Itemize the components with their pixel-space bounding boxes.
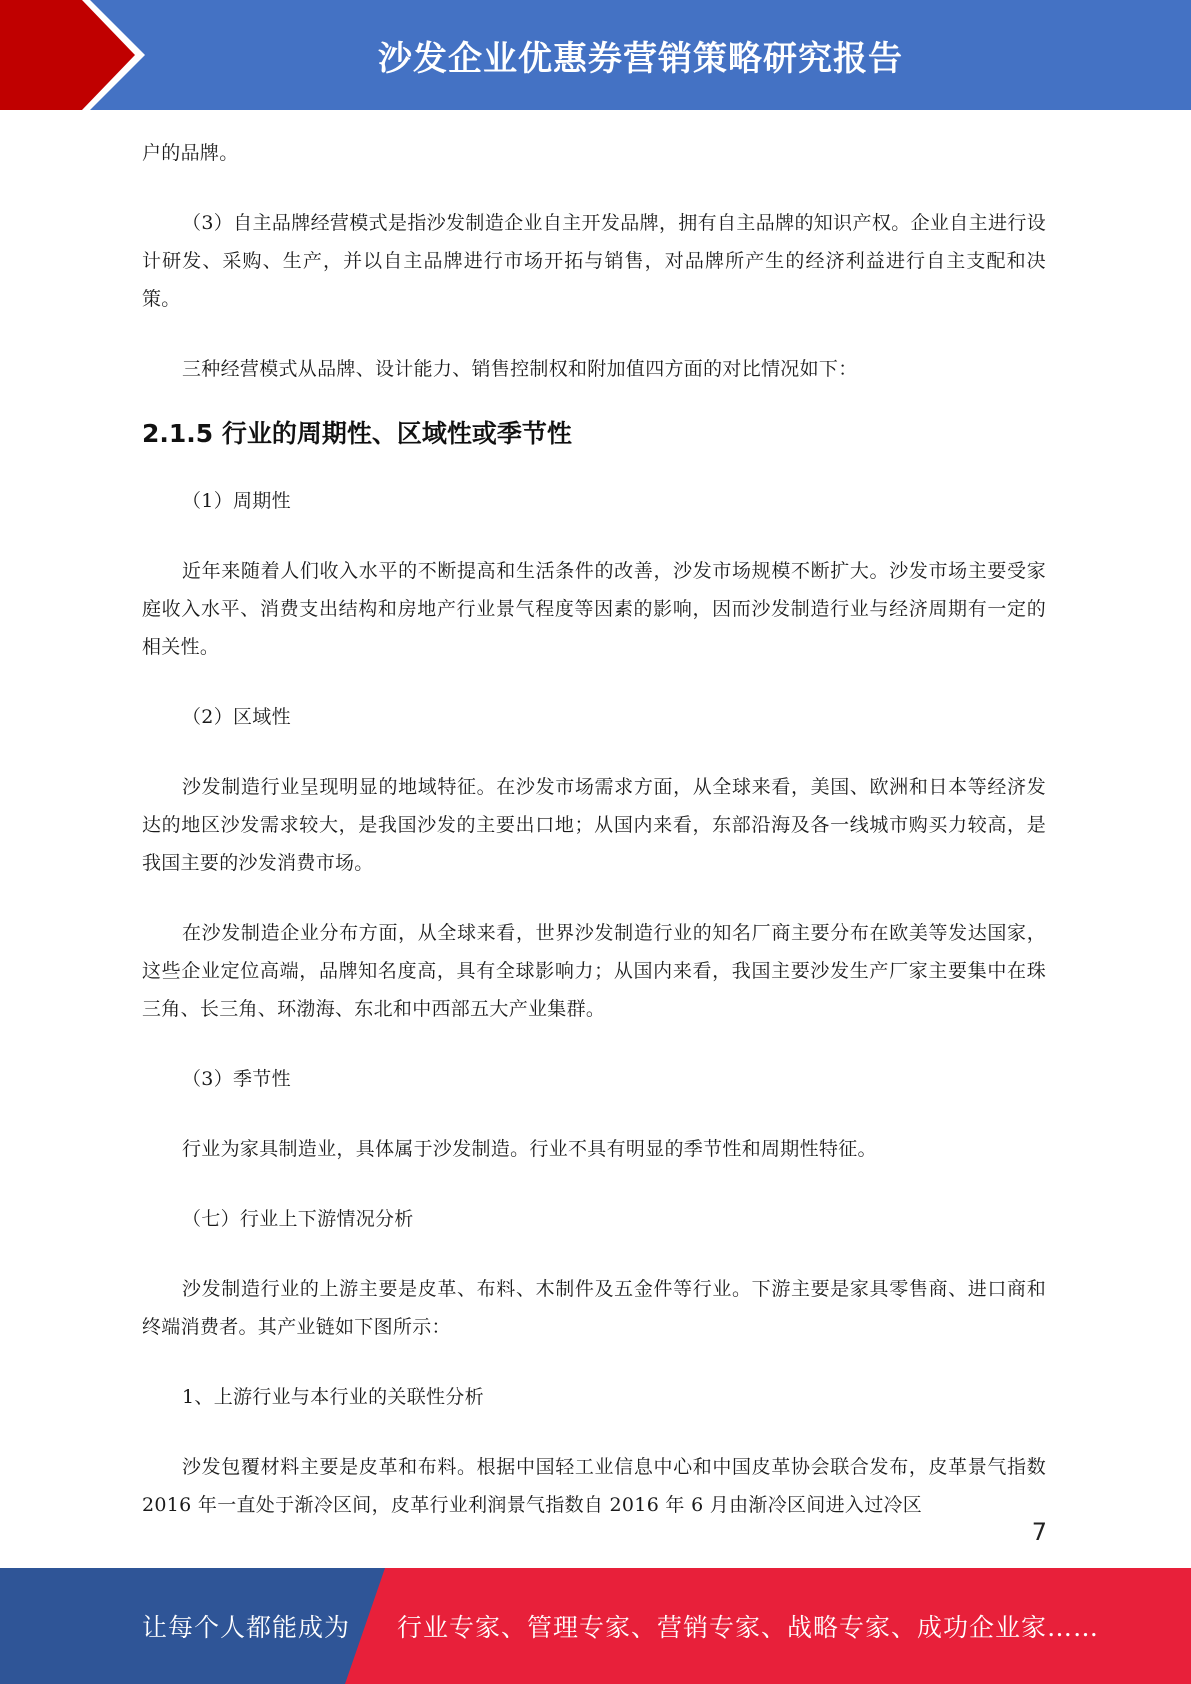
- paragraph: 沙发制造行业的上游主要是皮革、布料、木制件及五金件等行业。下游主要是家具零售商、进口商和终端消费者。其产业链如下图所示：: [142, 1278, 1046, 1338]
- footer-slogan-left: 让每个人都能成为: [142, 1613, 351, 1642]
- page-number: 7: [1031, 1518, 1047, 1546]
- subsection-label: （七）行业上下游情况分析: [182, 1208, 414, 1230]
- footer-banner: [0, 1568, 1191, 1684]
- paragraph: 行业为家具制造业，具体属于沙发制造。行业不具有明显的季节性和周期性特征。: [182, 1138, 877, 1160]
- header-banner: [0, 0, 1191, 110]
- paragraph: 户的品牌。: [142, 142, 239, 164]
- subsection-label: （1）周期性: [182, 490, 291, 512]
- red-chevron-decoration: [0, 0, 160, 110]
- document-body: [142, 134, 1046, 1524]
- paragraph: 在沙发制造企业分布方面，从全球来看，世界沙发制造行业的知名厂商主要分布在欧美等发达国家，这些企业定位高端，品牌知名度高，具有全球影响力；从国内来看，我国主要沙发生产厂家主要集中在珠三角、长三角、环渤海、东北和中西部五大产业集群。: [142, 922, 1046, 1020]
- report-title: 沙发企业优惠券营销策略研究报告: [378, 38, 903, 79]
- paragraph: （3）自主品牌经营模式是指沙发制造企业自主开发品牌，拥有自主品牌的知识产权。企业自主进行设计研发、采购、生产，并以自主品牌进行市场开拓与销售，对品牌所产生的经济利益进行自主支配和决策。: [142, 212, 1046, 310]
- paragraph: 三种经营模式从品牌、设计能力、销售控制权和附加值四方面的对比情况如下：: [182, 358, 858, 380]
- subsection-label: （3）季节性: [182, 1068, 291, 1090]
- subsection-label: （2）区域性: [182, 706, 291, 728]
- footer-slogan-right: 行业专家、管理专家、营销专家、战略专家、成功企业家……: [397, 1613, 1100, 1642]
- paragraph: 沙发制造行业呈现明显的地域特征。在沙发市场需求方面，从全球来看，美国、欧洲和日本等经济发达的地区沙发需求较大，是我国沙发的主要出口地；从国内来看，东部沿海及各一线城市购买力较高，是我国主要的沙发消费市场。: [142, 776, 1046, 874]
- section-heading: 2.1.5 行业的周期性、区域性或季节性: [142, 419, 572, 448]
- subsection-label: 1、上游行业与本行业的关联性分析: [182, 1386, 484, 1408]
- paragraph: 近年来随着人们收入水平的不断提高和生活条件的改善，沙发市场规模不断扩大。沙发市场主要受家庭收入水平、消费支出结构和房地产行业景气程度等因素的影响，因而沙发制造行业与经济周期有一定的相关性。: [142, 560, 1046, 658]
- paragraph: 沙发包覆材料主要是皮革和布料。根据中国轻工业信息中心和中国皮革协会联合发布，皮革景气指数 2016 年一直处于渐冷区间，皮革行业利润景气指数自 2016 年 6 月由渐冷区间进入过冷区: [142, 1456, 1046, 1516]
